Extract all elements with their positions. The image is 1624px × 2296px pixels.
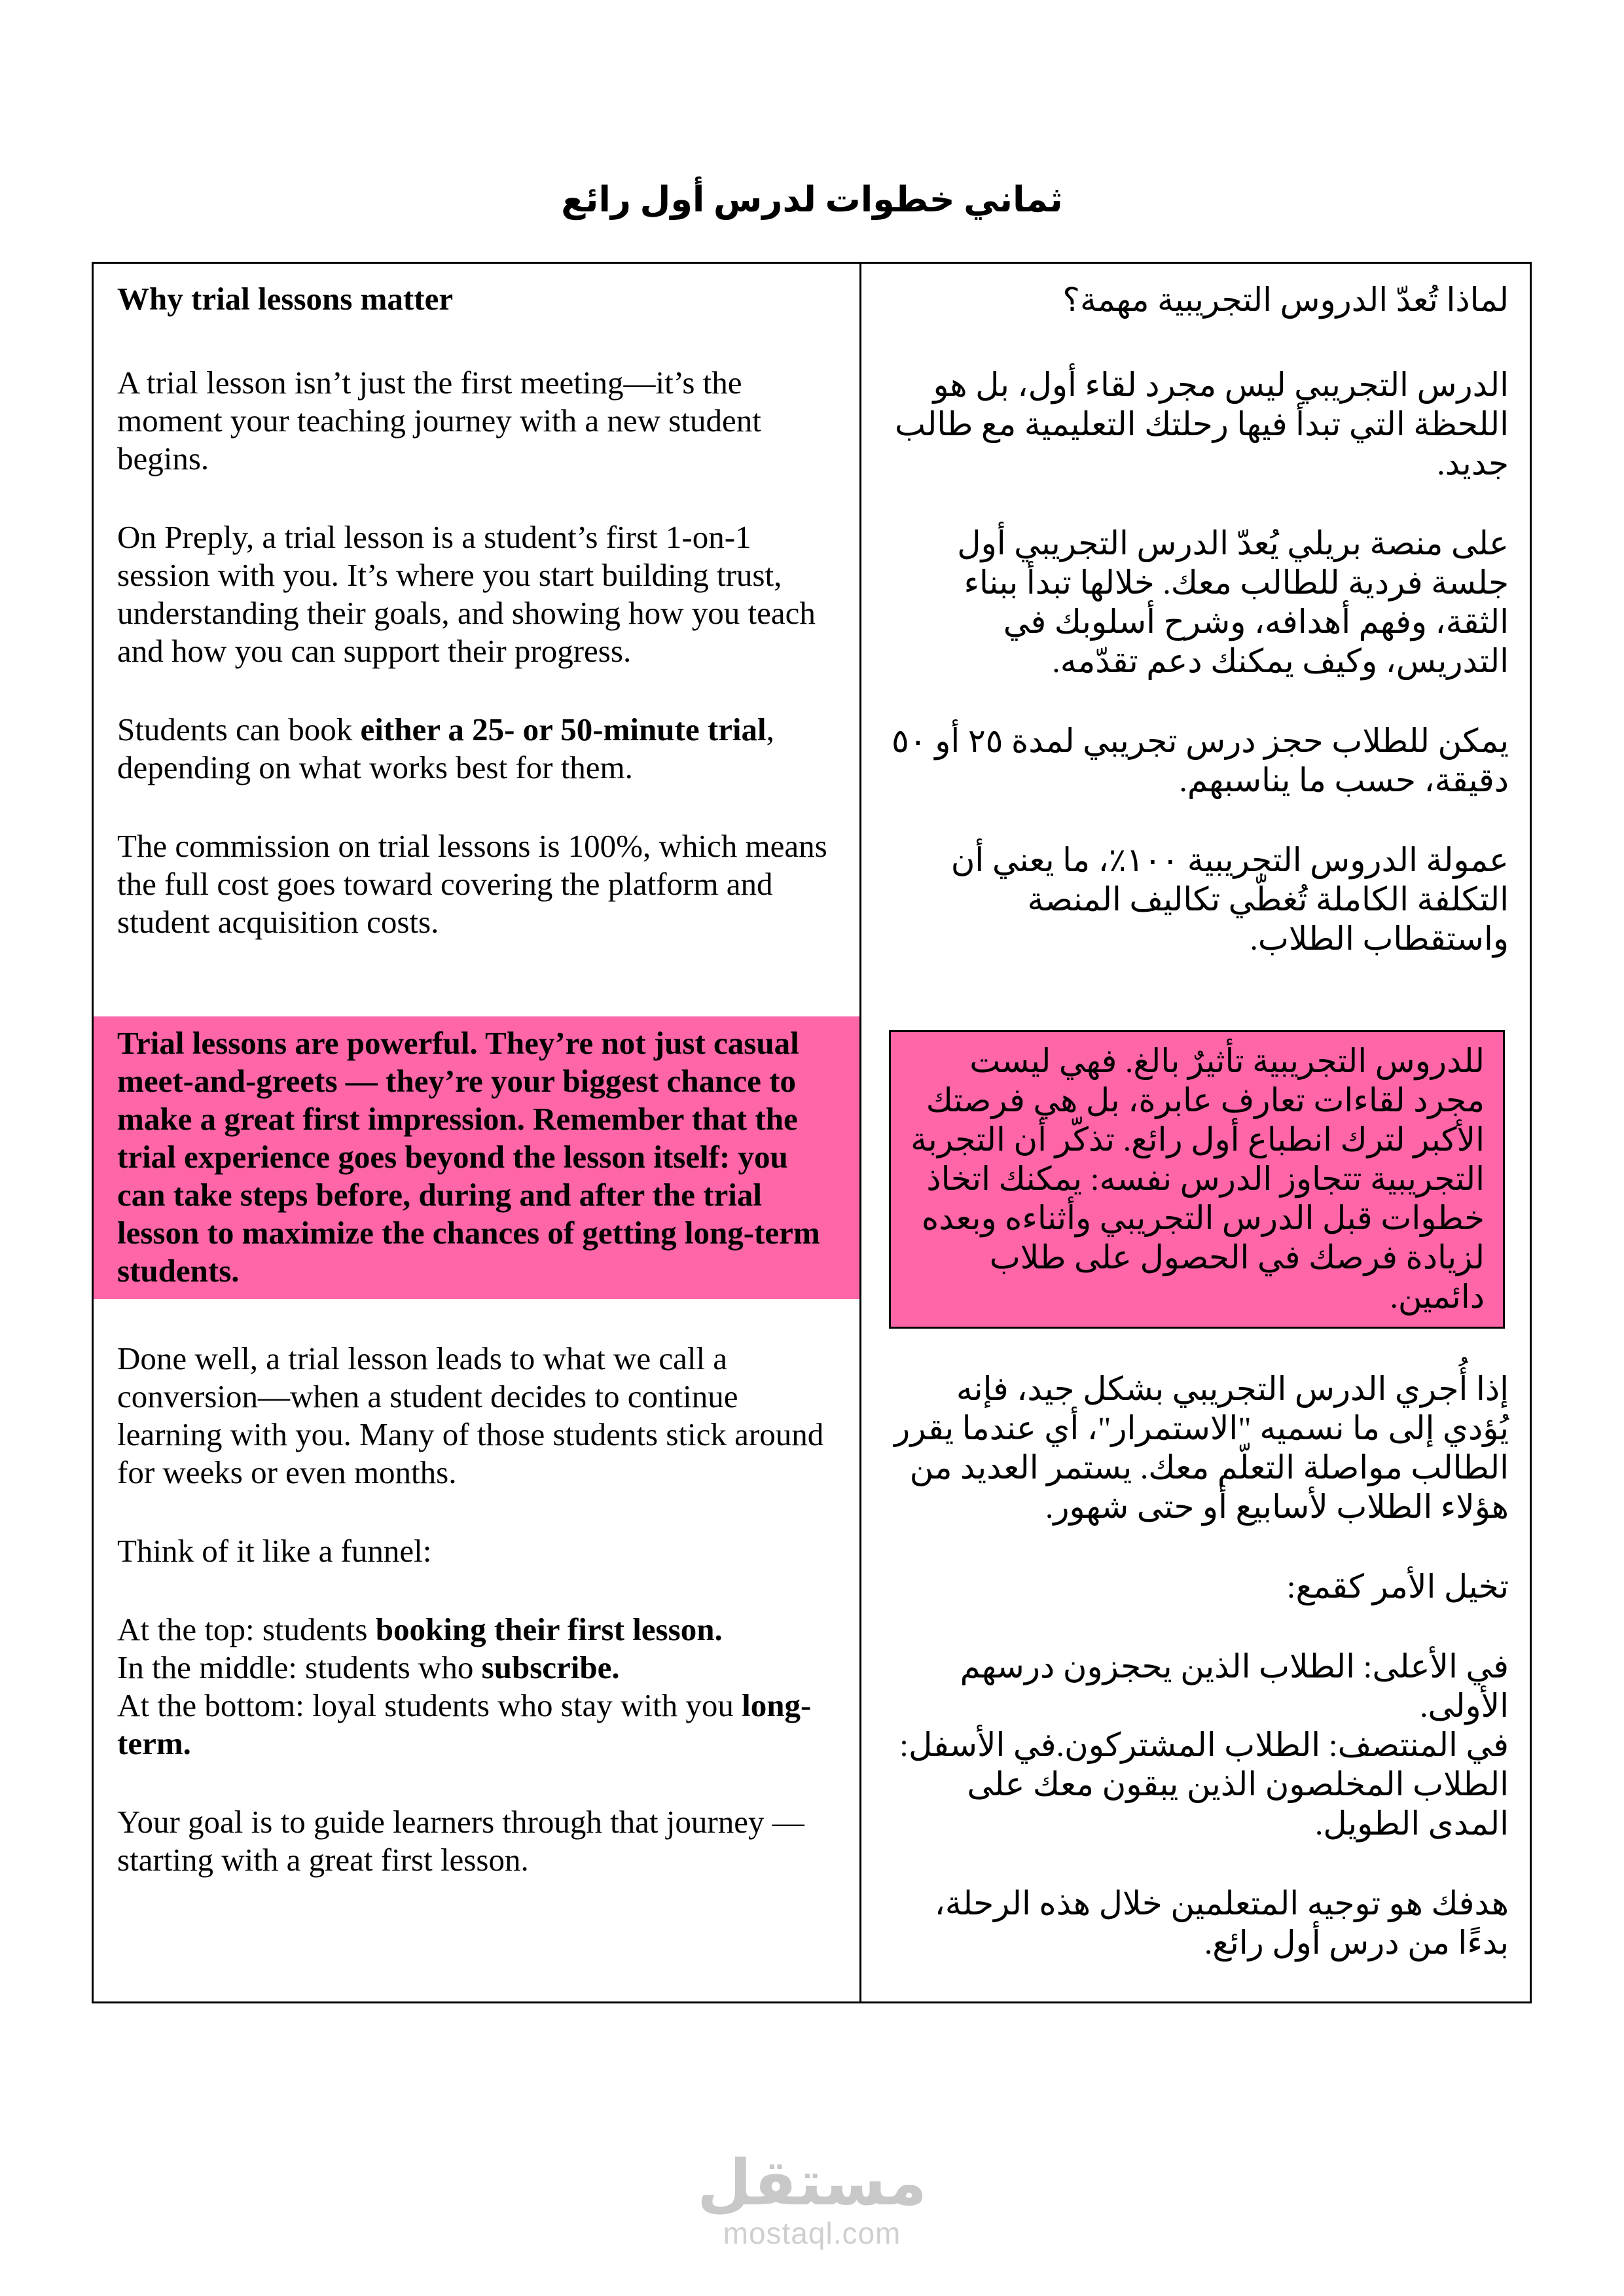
funnel-line-bottom: [117, 1687, 836, 1763]
paragraph-en-goal: Your goal is to guide learners through that journey — starting with a great first lesson.: [117, 1804, 804, 1878]
paragraph-en-intro: A trial lesson isn’t just the first meeting—it’s the moment your teaching journey with a new student begins.: [117, 365, 761, 476]
paragraph-ar-conversion: إذا أُجري الدرس التجريبي بشكل جيد، فإنه يُؤدي إلى ما نسميه "الاستمرار"، أي عندما يقرر الطالب مواصلة التعلّم معك. يستمر العديد من هؤلاء الطلاب لأسابيع أو حتى شهور.: [894, 1371, 1509, 1525]
content-table: [92, 262, 1532, 2003]
section-heading-en: Why trial lessons matter: [117, 281, 454, 317]
text-run: At the bottom: loyal students who stay with you: [117, 1687, 742, 1723]
funnel-list-ar: [882, 1647, 1509, 1843]
watermark-logo: مستقل: [696, 2146, 928, 2219]
text-run: , depending on what works best for them.: [117, 711, 774, 785]
paragraph-en-commission: The commission on trial lessons is 100%, which means the full cost goes toward covering the platform and student acquisition costs.: [117, 828, 827, 940]
text-run-bold: subscribe.: [481, 1649, 620, 1685]
paragraph-ar-intro: الدرس التجريبي ليس مجرد لقاء أول، بل هو اللحظة التي تبدأ فيها رحلتك التعليمية مع طالب جديد.: [895, 367, 1509, 482]
text-run-bold: either a 25- or 50-minute trial: [360, 711, 767, 747]
watermark-domain: mostaql.com: [723, 2216, 901, 2250]
section-heading-ar: لماذا تُعدّ الدروس التجريبية مهمة؟: [1062, 281, 1509, 318]
arabic-column: [861, 264, 1530, 2001]
paragraph-ar-booking: يمكن للطلاب حجز درس تجريبي لمدة ٢٥ أو ٥٠ دقيقة، حسب ما يناسبهم.: [892, 723, 1509, 798]
paragraph-en-funnel-intro: Think of it like a funnel:: [117, 1533, 432, 1569]
paragraph-ar-goal: هدفك هو توجيه المتعلمين خلال هذه الرحلة، بدءًا من درس أول رائع.: [934, 1885, 1509, 1961]
paragraph-ar-commission: عمولة الدروس التجريبية ١٠٠٪، ما يعني أن التكلفة الكاملة تُغطّي تكاليف المنصة واستقطاب الطلاب.: [950, 842, 1509, 957]
document-title: ثماني خطوات لدرس أول رائع: [561, 180, 1063, 219]
highlight-box-ar: للدروس التجريبية تأثيرٌ بالغ. فهي ليست مجرد لقاءات تعارف عابرة، بل هي فرصتك الأكبر لترك انطباع أول رائع. تذكّر أن التجربة التجريبية تتجاوز الدرس نفسه: يمكنك اتخاذ خطوات قبل الدرس التجريبي وأثناءه وبعده لزيادة فرصك في الحصول على طلاب دائمين.: [889, 1030, 1505, 1329]
paragraph-en-conversion: Done well, a trial lesson leads to what we call a conversion—when a student decides to continue learning with you. Many of those students stick around for weeks or even months.: [117, 1340, 824, 1490]
paragraph-en-booking: [117, 711, 836, 787]
paragraph-en-preply: On Preply, a trial lesson is a student’s first 1-on-1 session with you. It’s where you start building trust, understanding their goals, and showing how you teach and how you can support their progress.: [117, 519, 816, 669]
highlight-paragraph-en: Trial lessons are powerful. They’re not just casual meet-and-greets — they’re your biggest chance to make a great first impression. Remember that the trial experience goes beyond the lesson itself: you can take steps before, during and after the trial lesson to maximize the chances of getting long-term students.: [94, 1016, 859, 1299]
text-run-bold: long-term.: [117, 1687, 812, 1761]
watermark: [0, 2146, 1624, 2251]
text-run: At the top: students: [117, 1611, 376, 1647]
text-run: Students can book: [117, 711, 361, 747]
text-run: In the middle: students who: [117, 1649, 482, 1685]
paragraph-ar-funnel-intro: تخيل الأمر كقمع:: [1286, 1568, 1509, 1605]
funnel-list-en: [117, 1611, 836, 1763]
paragraph-ar-preply: على منصة بريلي يُعدّ الدرس التجريبي أول جلسة فردية للطالب معك. خلالها تبدأ ببناء الثقة، وفهم أهدافه، وشرح أسلوبك في التدريس، وكيف يمكنك دعم تقدّمه.: [957, 525, 1509, 679]
text-run-bold: booking their first lesson.: [375, 1611, 723, 1647]
english-column: [94, 264, 861, 2001]
funnel-line-top-ar: في الأعلى: الطلاب الذين يحجزون درسهم الأولى.: [960, 1648, 1509, 1724]
funnel-line-rest-ar: في المنتصف: الطلاب المشتركون.في الأسفل: الطلاب المخلصون الذين يبقون معك على المدى الطويل.: [899, 1727, 1509, 1842]
funnel-line-middle: [117, 1649, 836, 1687]
funnel-line-top: [117, 1611, 836, 1649]
